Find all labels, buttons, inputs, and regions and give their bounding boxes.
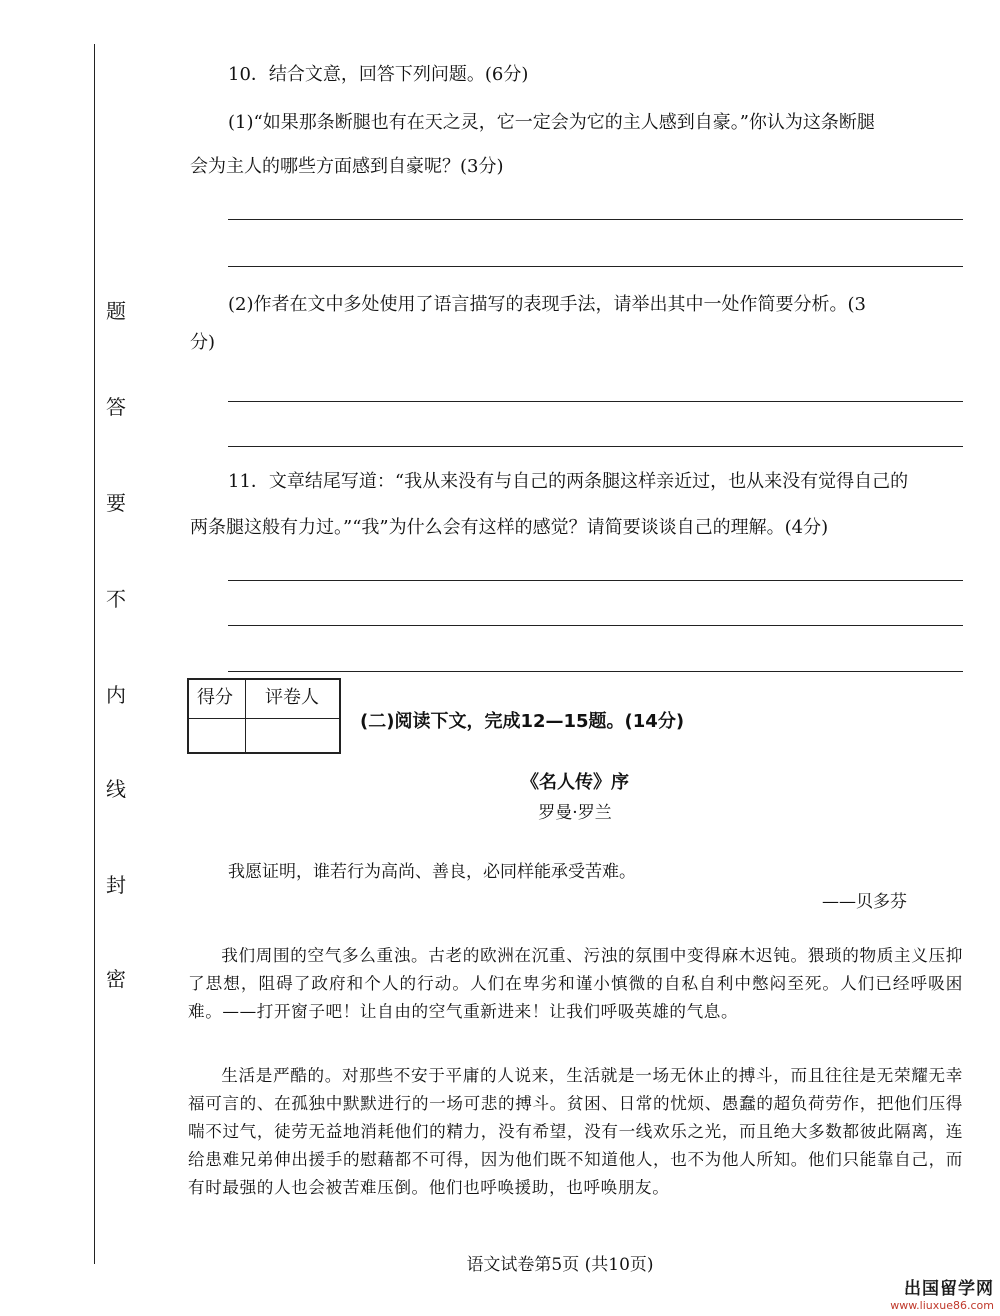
binding-char-3: 线 xyxy=(106,777,126,801)
score-box xyxy=(187,678,341,754)
article-author: 罗曼·罗兰 xyxy=(538,803,612,823)
watermark xyxy=(890,1274,994,1312)
page-footer: 语文试卷第5页 (共10页) xyxy=(466,1255,654,1275)
epigraph: 我愿证明，谁若行为高尚、善良，必同样能承受苦难。 xyxy=(228,862,636,882)
binding-char-5: 不 xyxy=(106,587,126,611)
answer-line-10-1a[interactable] xyxy=(228,219,963,220)
section2-heading: (二)阅读下文，完成12—15题。(14分) xyxy=(360,711,685,732)
paragraph-1: 我们周围的空气多么重浊。古老的欧洲在沉重、污浊的氛围中变得麻木迟钝。猥琐的物质主义压抑了思想，阻碍了政府和个人的行动。人们在卑劣和谨小慎微的自私自利中憋闷至死。人们已经呼吸困难。——打开窗子吧！让自由的空气重新进来！让我们呼吸英雄的气息。 xyxy=(188,946,963,1021)
watermark-url: www.liuxue86.com xyxy=(890,1299,994,1312)
score-label: 得分 xyxy=(197,687,233,708)
answer-line-10-2b[interactable] xyxy=(228,446,963,447)
answer-line-10-2a[interactable] xyxy=(228,401,963,402)
grader-label: 评卷人 xyxy=(265,687,319,708)
answer-line-10-1b[interactable] xyxy=(228,266,963,267)
paragraph-2: 生活是严酷的。对那些不安于平庸的人说来，生活就是一场无休止的搏斗，而且往往是无荣耀无幸福可言的、在孤独中默默进行的一场可悲的搏斗。贫困、日常的忧烦、愚蠢的超负荷劳作，把他们压得喘不过气，徒劳无益地消耗他们的精力，没有希望，没有一线欢乐之光，而且绝大多数都彼此隔离，连给患难兄弟伸出援手的慰藉都不可得，因为他们既不知道他人，也不为他人所知。他们只能靠自己，而有时最强的人也会被苦难压倒。他们也呼唤援助，也呼唤朋友。 xyxy=(188,1066,963,1197)
q10-sub2-line2: 分) xyxy=(190,332,216,353)
answer-line-11-b[interactable] xyxy=(228,625,963,626)
binding-line xyxy=(94,44,95,1264)
q10-sub1-line1: (1)“如果那条断腿也有在天之灵，它一定会为它的主人感到自豪。”你认为这条断腿 xyxy=(228,112,875,133)
binding-char-6: 要 xyxy=(106,491,126,515)
watermark-text: 出国留学网 xyxy=(904,1279,994,1299)
q10-sub1-line2: 会为主人的哪些方面感到自豪呢？(3分) xyxy=(190,156,504,177)
binding-char-8: 题 xyxy=(106,299,126,323)
epigraph-source: ——贝多芬 xyxy=(822,892,907,912)
article-title: 《名人传》序 xyxy=(521,772,629,793)
q10-sub2-line1: (2)作者在文中多处使用了语言描写的表现手法，请举出其中一处作简要分析。(3 xyxy=(228,294,866,315)
binding-char-2: 封 xyxy=(106,873,126,897)
q11-line1: 11．文章结尾写道：“我从来没有与自己的两条腿这样亲近过，也从来没有觉得自己的 xyxy=(228,471,909,492)
binding-char-1: 密 xyxy=(106,967,126,991)
q10-heading: 10．结合文意，回答下列问题。(6分) xyxy=(228,64,529,85)
score-box-row-divider xyxy=(189,718,339,719)
binding-char-4: 内 xyxy=(106,683,126,707)
answer-line-11-c[interactable] xyxy=(228,671,963,672)
score-box-divider xyxy=(245,680,246,752)
q11-line2: 两条腿这般有力过。”“我”为什么会有这样的感觉？请简要谈谈自己的理解。(4分) xyxy=(190,517,829,538)
answer-line-11-a[interactable] xyxy=(228,580,963,581)
binding-char-7: 答 xyxy=(106,395,126,419)
